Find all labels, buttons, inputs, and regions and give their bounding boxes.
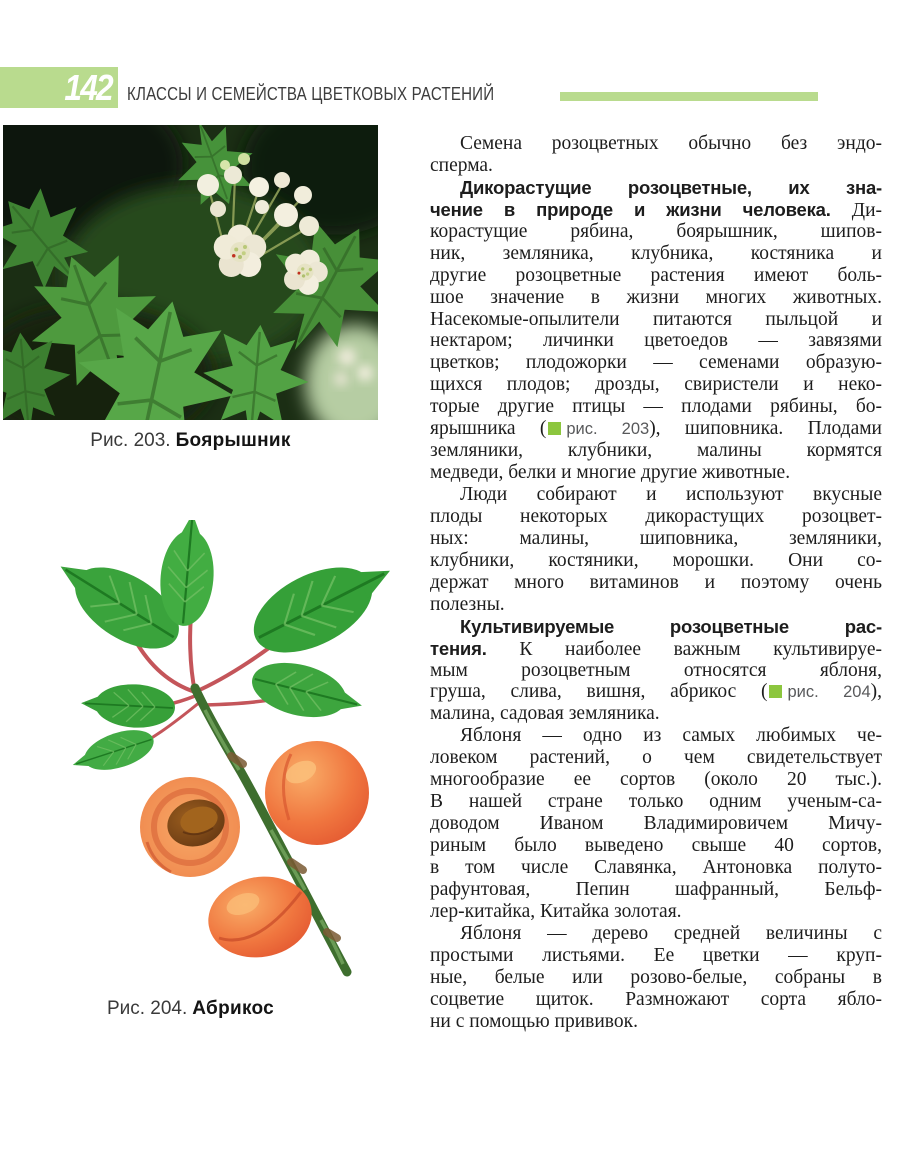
body-text: шое значение в жизни многих животных. — [430, 286, 882, 308]
text-line — [430, 813, 882, 835]
body-text: Яблоня — одно из самых любимых че- — [460, 725, 882, 747]
run-in-heading-text: тения. — [430, 637, 520, 659]
body-text: полезны. — [430, 593, 505, 615]
body-text: доводом Иваном Владимировичем Мичу- — [430, 813, 882, 835]
body-text: лер-китайка, Китайка золотая. — [430, 900, 682, 922]
text-line — [430, 725, 882, 747]
body-text: торые другие птицы — плодами рябины, бо- — [430, 396, 882, 418]
text-line — [430, 616, 882, 638]
text-line — [430, 703, 882, 725]
body-text: Ди- — [851, 199, 882, 221]
body-text: щихся плодов; дрозды, свиристели и неко- — [430, 374, 882, 396]
running-header-title: КЛАССЫ И СЕМЕЙСТВА ЦВЕТКОВЫХ РАСТЕНИЙ — [127, 84, 495, 104]
text-line — [430, 287, 882, 309]
text-line — [430, 1011, 882, 1033]
text-line — [430, 923, 882, 945]
body-text: груша, слива, вишня, абрикос ( — [430, 681, 768, 703]
text-line — [430, 945, 882, 967]
text-line — [430, 857, 882, 879]
run-in-heading-text: Культивируемые розоцветные рас- — [460, 615, 882, 637]
text-line — [430, 572, 882, 594]
body-text: Яблоня — дерево средней величины с — [460, 922, 882, 944]
text-line — [430, 309, 882, 331]
text-line — [430, 769, 882, 791]
text-line — [430, 989, 882, 1011]
body-text: простыми листьями. Ее цветки — круп- — [430, 944, 882, 966]
body-text: ных: малины, шиповника, земляники, — [430, 527, 882, 549]
apricot-fruit-whole — [265, 741, 369, 845]
body-text: земляники, клубники, малины кормятся — [430, 440, 882, 462]
body-text: нектаром; личинки цветоедов — завязями — [430, 330, 882, 352]
body-text: ник, земляника, клубника, костяника и — [430, 242, 882, 264]
text-line — [430, 243, 882, 265]
text-line — [430, 681, 882, 703]
body-text: Насекомые-опылители питаются пыльцой и — [430, 308, 882, 330]
text-line — [430, 791, 882, 813]
body-text: ), — [870, 681, 883, 703]
page-number: 142 — [64, 66, 112, 108]
text-line — [430, 967, 882, 989]
text-line — [430, 835, 882, 857]
article-text-column — [430, 133, 882, 1032]
text-line — [430, 155, 882, 177]
text-line — [430, 747, 882, 769]
body-text: рафунтовая, Пепин шафранный, Бельф- — [430, 878, 882, 900]
figure-reference-label: рис. 204 — [787, 683, 871, 702]
text-line — [430, 265, 882, 287]
body-text: Семена розоцветных обычно без эндо- — [460, 133, 882, 154]
text-line — [430, 199, 882, 221]
body-text: сперма. — [430, 154, 493, 176]
text-line — [430, 462, 882, 484]
text-line — [430, 396, 882, 418]
text-line — [430, 638, 882, 660]
text-line — [430, 879, 882, 901]
body-text: держат много витаминов и поэтому очень — [430, 571, 882, 593]
body-text: ни с помощью прививок. — [430, 1010, 638, 1032]
run-in-heading-text: Дикорастущие розоцветные, их зна- — [460, 176, 882, 198]
text-line — [430, 506, 882, 528]
body-text: К наиболее важным культивируе- — [519, 638, 882, 660]
text-line — [430, 330, 882, 352]
text-line — [430, 418, 882, 440]
body-text: ловеком растений, о чем свидетельствует — [430, 747, 882, 769]
body-text: Люди собирают и используют вкусные — [460, 484, 882, 505]
figure-reference-label: рис. 203 — [566, 420, 650, 439]
body-text: клубники, костяники, морошки. Они со- — [430, 549, 882, 571]
caption-title: Боярышник — [175, 430, 291, 451]
body-text: в том числе Славянка, Антоновка полуто- — [430, 856, 882, 878]
text-line — [430, 352, 882, 374]
text-line — [430, 221, 882, 243]
text-line — [430, 594, 882, 616]
header-accent-bar — [560, 92, 818, 101]
body-text: В нашей стране только одним ученым-са- — [430, 791, 882, 813]
text-line — [430, 528, 882, 550]
apricot-fruit-half — [140, 777, 240, 877]
text-line — [430, 484, 882, 506]
apricot-illustration — [55, 520, 400, 985]
body-text: ), шиповника. Плодами — [649, 418, 882, 440]
text-line — [430, 550, 882, 572]
body-text: другие розоцветные растения имеют боль- — [430, 264, 882, 286]
page-number-box — [0, 67, 118, 108]
body-text: цветков; плодожорки — семенами образую- — [430, 352, 882, 374]
figure-reference — [546, 418, 649, 439]
text-line — [430, 374, 882, 396]
body-text: риным было выведено свыше 40 сортов, — [430, 835, 882, 856]
body-text: плоды некоторых дикорастущих розоцвет- — [430, 505, 882, 527]
body-text: ные, белые или розово-белые, собраны в — [430, 966, 882, 988]
caption-number: Рис. 204. — [106, 998, 188, 1019]
body-text: соцветие щиток. Размножают сорта ябло- — [430, 988, 882, 1010]
text-line — [430, 177, 882, 199]
body-text: многообразие ее сортов (около 20 тыс.). — [430, 769, 882, 791]
figure-marker-icon — [769, 685, 782, 698]
figure-reference — [767, 681, 870, 702]
text-line — [430, 440, 882, 462]
caption-title: Абрикос — [192, 998, 275, 1019]
text-line — [430, 660, 882, 682]
body-text: малина, садовая земляника. — [430, 703, 660, 725]
text-line — [430, 901, 882, 923]
figure-marker-icon — [548, 422, 561, 435]
figure-204-caption — [3, 998, 378, 1020]
caption-number: Рис. 203. — [90, 430, 171, 451]
run-in-heading-text: чение в природе и жизни человека. — [430, 198, 852, 220]
text-line — [430, 133, 882, 155]
hawthorn-photo — [3, 125, 378, 420]
body-text: мым розоцветным относятся яблоня, — [430, 659, 882, 681]
body-text: ярышника ( — [430, 418, 547, 440]
body-text: корастущие рябина, боярышник, шипов- — [430, 220, 882, 242]
body-text: медведи, белки и многие другие животные. — [430, 462, 791, 484]
figure-203-caption — [3, 430, 378, 452]
